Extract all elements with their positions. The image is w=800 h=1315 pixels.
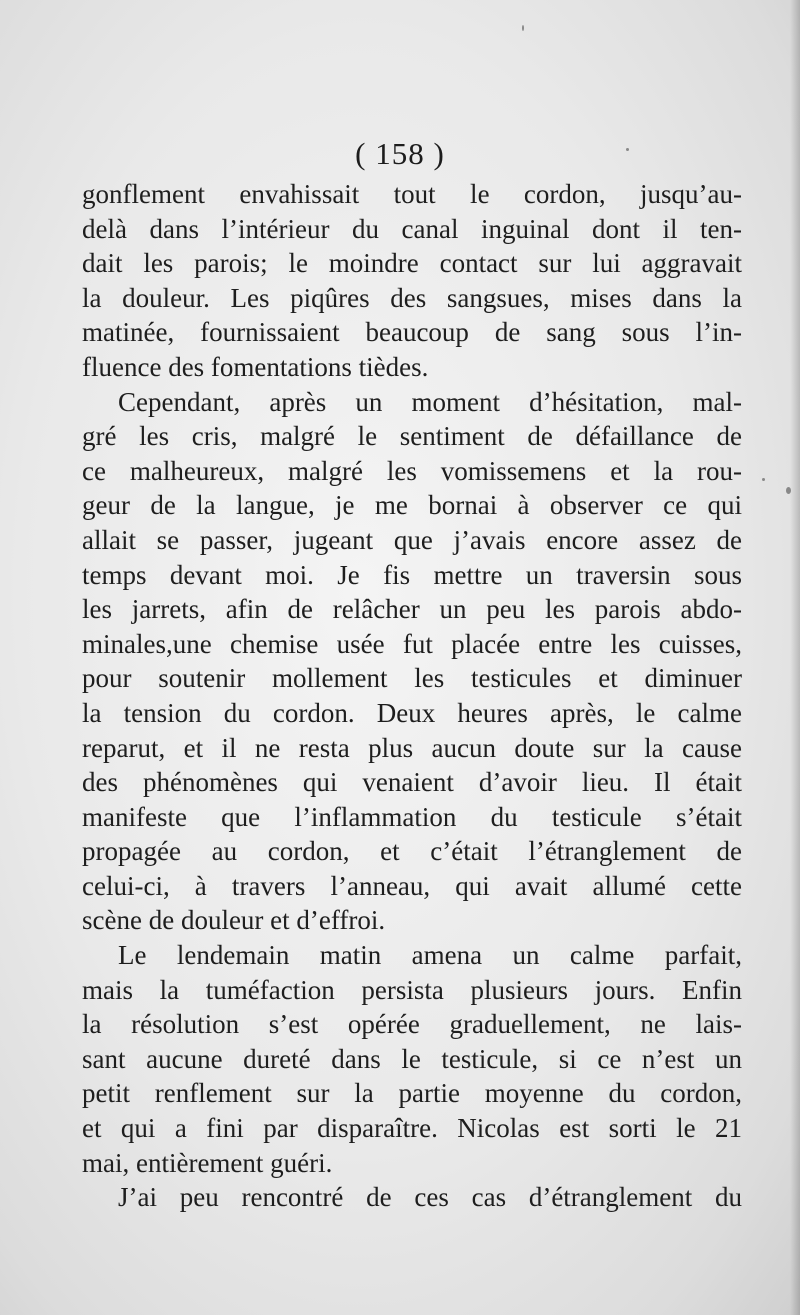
text-line: minales,une chemise usée fut placée entre les cuisses, [82, 628, 742, 659]
text-line: geur de la langue, je me bornai à observer ce qui [82, 490, 742, 521]
text-line: dait les parois; le moindre contact sur lui aggravait [82, 248, 742, 279]
paper-speck [762, 478, 765, 481]
text-line: gonflement envahissait tout le cordon, jusqu’au- [82, 179, 742, 209]
text-line: scène de douleur et d’effroi. [82, 905, 386, 936]
text-line: la résolution s’est opérée graduellement, ne lais- [82, 1009, 742, 1040]
text-line: matinée, fournissaient beaucoup de sang sous l’in- [82, 317, 742, 348]
text-line: fluence des fomentations tièdes. [82, 351, 429, 382]
text-line: la tension du cordon. Deux heures après, le calme [82, 697, 742, 728]
text-line: les jarrets, afin de relâcher un peu les parois abdo- [82, 594, 742, 625]
paper-speck [786, 487, 791, 494]
text-line: propagée au cordon, et c’était l’étranglement de [82, 836, 742, 867]
body-text [82, 177, 742, 1215]
text-line: reparut, et il ne resta plus aucun doute sur la cause [82, 732, 742, 763]
text-line: petit renflement sur la partie moyenne du cordon, [82, 1078, 742, 1109]
paper-speck [522, 25, 524, 31]
text-line: pour soutenir mollement les testicules et diminuer [82, 663, 742, 694]
paper-speck [626, 148, 629, 151]
text-line: Le lendemain matin amena un calme parfait, [118, 940, 742, 971]
text-line: gré les cris, malgré le sentiment de défaillance de [82, 421, 742, 452]
text-line: temps devant moi. Je fis mettre un traversin sous [82, 559, 742, 590]
page-number: ( 158 ) [355, 136, 445, 171]
text-line: J’ai peu rencontré de ces cas d’étranglement du [118, 1182, 742, 1213]
text-line: ce malheureux, malgré les vomissemens et la rou- [82, 455, 742, 486]
text-line: sant aucune dureté dans le testicule, si ce n’est un [82, 1043, 742, 1074]
text-line: celui-ci, à travers l’anneau, qui avait allumé cette [82, 870, 742, 901]
page-edge-shadow [790, 0, 800, 1315]
text-line: allait se passer, jugeant que j’avais encore assez de [82, 524, 742, 555]
text-line: Cependant, après un moment d’hésitation, mal- [118, 386, 742, 417]
text-line: des phénomènes qui venaient d’avoir lieu. Il était [82, 767, 742, 798]
text-line: delà dans l’intérieur du canal inguinal dont il ten- [82, 213, 742, 244]
text-line: mai, entièrement guéri. [82, 1147, 333, 1178]
text-line: la douleur. Les piqûres des sangsues, mises dans la [82, 282, 742, 313]
text-line: manifeste que l’inflammation du testicule s’était [82, 801, 742, 832]
text-line: et qui a fini par disparaître. Nicolas est sorti le 21 [82, 1113, 742, 1144]
text-line: mais la tuméfaction persista plusieurs jours. Enfin [82, 974, 742, 1005]
